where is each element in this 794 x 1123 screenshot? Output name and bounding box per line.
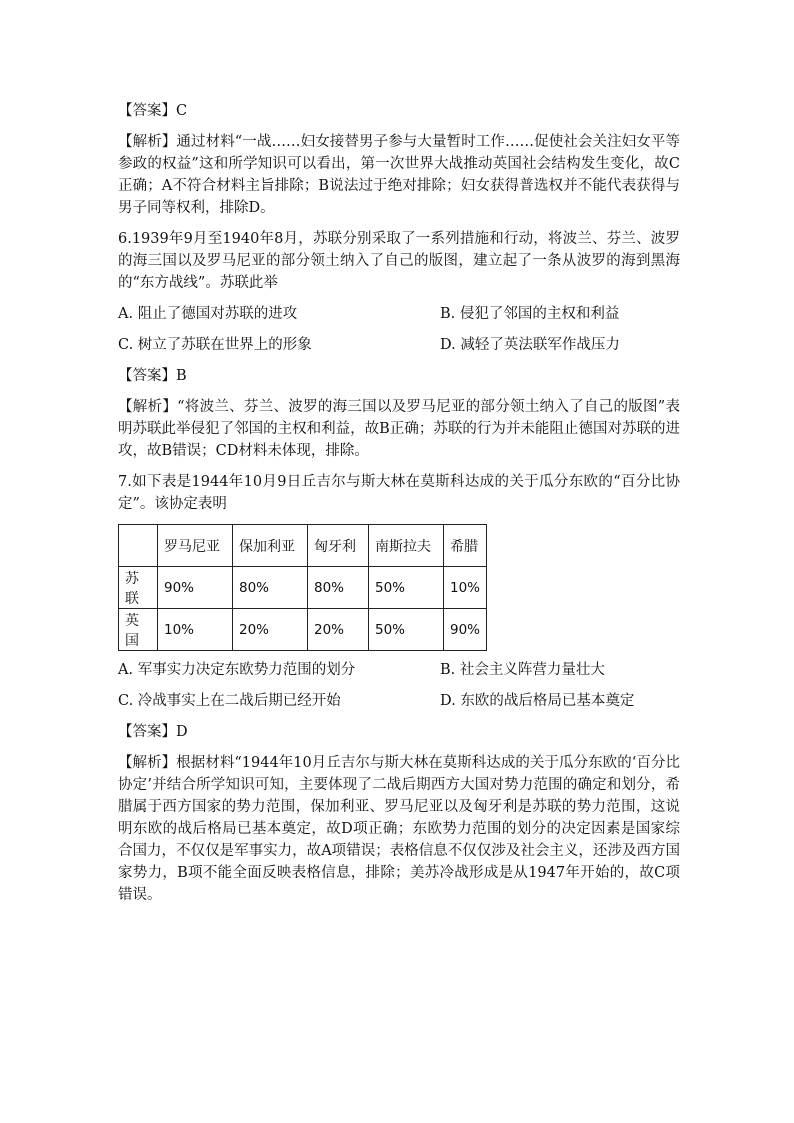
table-header-cell: 匈牙利 <box>308 525 369 567</box>
table-cell: 50% <box>369 567 444 609</box>
table-header-cell: 南斯拉夫 <box>369 525 444 567</box>
table-header-cell: 罗马尼亚 <box>158 525 233 567</box>
q7-option-b: B. 社会主义阵营力量壮大 <box>440 662 605 678</box>
table-cell: 20% <box>233 609 308 651</box>
q7-option-a: A. 军事实力决定东欧势力范围的划分 <box>118 662 356 678</box>
q7-options <box>118 659 680 712</box>
table-cell: 50% <box>369 609 444 651</box>
q6-option-b: B. 侵犯了邻国的主权和利益 <box>440 306 620 322</box>
q7-option-d: D. 东欧的战后格局已基本奠定 <box>440 693 635 709</box>
table-cell: 80% <box>233 567 308 609</box>
table-row <box>119 609 487 651</box>
table-cell: 10% <box>158 609 233 651</box>
q6-options <box>118 303 680 356</box>
table-row <box>119 567 487 609</box>
q7-analysis: 【解析】根据材料“1944年10月丘吉尔与斯大林在莫斯科达成的关于瓜分东欧的‘百分比协定’并结合所学知识可知，主要体现了二战后期西方大国对势力范围的确定和划分，希腊属于西方国家的势力范围，保加利亚、罗马尼亚以及匈牙利是苏联的势力范围，这说明东欧的战后格局已基本奠定，故D项正确；东欧势力范围的划分的决定因素是国家综合国力，不仅仅是军事实力，故A项错误；表格信息不仅仅涉及社会主义，还涉及西方国家势力，B项不能全面反映表格信息，排除；美苏冷战形成是从1947年开始的，故C项错误。 <box>118 755 680 903</box>
table-cell: 20% <box>308 609 369 651</box>
table-header-cell: 希腊 <box>444 525 487 567</box>
document-page <box>118 100 680 915</box>
q5-answer: 【答案】C <box>118 103 188 119</box>
q6-option-d: D. 减轻了英法联军作战压力 <box>440 337 620 353</box>
table-cell: 90% <box>444 609 487 651</box>
table-cell: 10% <box>444 567 487 609</box>
q5-analysis: 【解析】通过材料“一战……妇女接替男子参与大量暂时工作……促使社会关注妇女平等参政的权益”这和所学知识可以看出，第一次世界大战推动英国社会结构发生变化，故C正确；A不符合材料主旨排除；B说法过于绝对排除；妇女获得普选权并不能代表获得与男子同等权利，排除D。 <box>118 134 680 216</box>
table-cell: 80% <box>308 567 369 609</box>
q6-analysis: 【解析】“将波兰、芬兰、波罗的海三国以及罗马尼亚的部分领土纳入了自己的版图”表明苏联此举侵犯了邻国的主权和利益，故B正确；苏联的行为并未能阻止德国对苏联的进攻，故B错误；CD材料未体现，排除。 <box>118 399 680 459</box>
table-header-row <box>119 525 487 567</box>
table-cell: 90% <box>158 567 233 609</box>
percentage-agreement-table <box>118 524 487 651</box>
q6-option-c: C. 树立了苏联在世界上的形象 <box>118 337 312 353</box>
table-header-cell <box>119 525 158 567</box>
q7-stem: 7.如下表是1944年10月9日丘吉尔与斯大林在莫斯科达成的关于瓜分东欧的“百分比协定”。该协定表明 <box>118 474 680 512</box>
q6-answer: 【答案】B <box>118 368 187 384</box>
q6-option-a: A. 阻止了德国对苏联的进攻 <box>118 306 298 322</box>
table-header-cell: 保加利亚 <box>233 525 308 567</box>
table-row-label: 英国 <box>119 609 158 651</box>
q6-stem: 6.1939年9月至1940年8月，苏联分别采取了一系列措施和行动，将波兰、芬兰、波罗的海三国以及罗马尼亚的部分领土纳入了自己的版图，建立起了一条从波罗的海到黑海的“东方战线”。苏联此举 <box>118 231 680 291</box>
q7-answer: 【答案】D <box>118 724 188 740</box>
table-row-label: 苏联 <box>119 567 158 609</box>
q7-option-c: C. 冷战事实上在二战后期已经开始 <box>118 693 341 709</box>
